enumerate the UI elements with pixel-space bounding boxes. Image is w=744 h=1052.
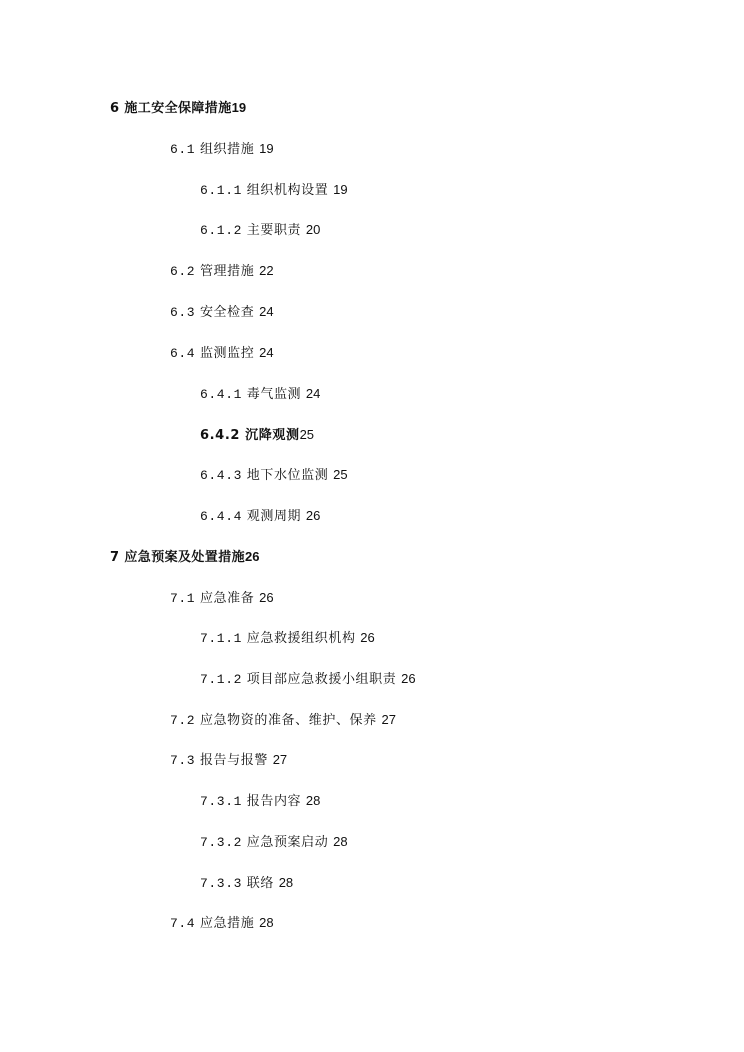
- toc-number: 6.2: [170, 264, 196, 279]
- toc-number: 6.1.2: [200, 223, 243, 238]
- toc-entry-6-1-2[interactable]: [200, 222, 320, 239]
- toc-title: 观测周期: [246, 509, 302, 524]
- toc-title: 应急准备: [199, 591, 255, 606]
- toc-page: 25: [333, 467, 348, 482]
- toc-entry-6-4[interactable]: [170, 345, 274, 362]
- toc-entry-7-3-3[interactable]: [200, 875, 293, 892]
- toc-title: 组织措施: [199, 142, 255, 157]
- toc-page: 28: [333, 834, 348, 849]
- toc-page: 26: [245, 549, 260, 564]
- toc-page: 26: [259, 590, 274, 605]
- toc-title: 管理措施: [199, 264, 255, 279]
- toc-page: 25: [299, 427, 315, 442]
- toc-page: 26: [305, 508, 321, 523]
- toc-number: 7: [110, 550, 120, 565]
- toc-entry-7-2[interactable]: [170, 712, 396, 729]
- toc-page: 19: [259, 141, 274, 156]
- toc-entry-6-1-1[interactable]: [200, 182, 348, 199]
- toc-number: 6.4.2: [200, 428, 241, 443]
- toc-page: 26: [360, 630, 375, 645]
- toc-page: 24: [259, 304, 274, 319]
- toc-title: 项目部应急救援小组职责: [246, 672, 397, 687]
- toc-entry-6-4-4[interactable]: [200, 508, 320, 525]
- toc-page: 28: [259, 915, 274, 930]
- toc-entry-7-3[interactable]: [170, 752, 287, 769]
- toc-title: 组织机构设置: [246, 183, 329, 198]
- toc-title: 应急预案及处置措施: [124, 550, 245, 565]
- toc-number: 7.2: [170, 713, 196, 728]
- toc-title: 施工安全保障措施: [124, 101, 232, 116]
- toc-page: 19: [333, 182, 348, 197]
- toc-number: 7.1.1: [200, 631, 243, 646]
- toc-page: 24: [259, 345, 274, 360]
- toc-number: 7.3.3: [200, 876, 243, 891]
- toc-entry-7-3-1[interactable]: [200, 793, 320, 810]
- toc-title: 地下水位监测: [246, 468, 329, 483]
- toc-entry-6-4-2[interactable]: [200, 427, 314, 444]
- toc-entry-7-1-1[interactable]: [200, 630, 375, 647]
- toc-title: 报告与报警: [199, 753, 268, 768]
- toc-entry-7[interactable]: [110, 549, 259, 566]
- toc-number: 6.4: [170, 346, 196, 361]
- toc-number: 7.4: [170, 916, 196, 931]
- toc-title: 应急救援组织机构: [246, 631, 356, 646]
- toc-number: 7.3.1: [200, 794, 243, 809]
- toc-title: 应急物资的准备、维护、保养: [199, 713, 377, 728]
- toc-page: 20: [305, 222, 321, 237]
- toc-entry-7-1[interactable]: [170, 590, 274, 607]
- toc-title: 毒气监测: [246, 387, 302, 402]
- toc-page: 26: [401, 671, 416, 686]
- toc-number: 6.4.4: [200, 509, 243, 524]
- toc-title: 应急措施: [199, 916, 255, 931]
- toc-page: 24: [305, 386, 321, 401]
- toc-number: 6.4.1: [200, 387, 243, 402]
- toc-number: 7.1.2: [200, 672, 243, 687]
- toc-title: 应急预案启动: [246, 835, 329, 850]
- toc-page: 27: [272, 752, 288, 767]
- toc-title: 报告内容: [246, 794, 302, 809]
- toc-entry-6-4-3[interactable]: [200, 467, 348, 484]
- toc-number: 6.1.1: [200, 183, 243, 198]
- toc-entry-6[interactable]: [110, 100, 246, 117]
- toc-number: 6: [110, 101, 120, 116]
- toc-title: 监测监控: [199, 346, 255, 361]
- toc-entry-7-1-2[interactable]: [200, 671, 416, 688]
- toc-page: 28: [278, 875, 294, 890]
- toc-entry-7-4[interactable]: [170, 915, 274, 932]
- toc-title: 安全检查: [199, 305, 255, 320]
- toc-page: 28: [305, 793, 321, 808]
- toc-page: 19: [231, 100, 247, 115]
- toc-entry-6-1[interactable]: [170, 141, 274, 158]
- toc-entry-7-3-2[interactable]: [200, 834, 348, 851]
- toc-page: 27: [381, 712, 396, 727]
- toc-page: 22: [259, 263, 274, 278]
- toc-title: 联络: [246, 876, 274, 891]
- toc-number: 7.3: [170, 753, 196, 768]
- toc-entry-6-2[interactable]: [170, 263, 274, 280]
- toc-entry-6-4-1[interactable]: [200, 386, 320, 403]
- toc-number: 7.3.2: [200, 835, 243, 850]
- toc-number: 6.3: [170, 305, 196, 320]
- toc-entry-6-3[interactable]: [170, 304, 274, 321]
- toc-number: 6.4.3: [200, 468, 243, 483]
- toc-number: 6.1: [170, 142, 196, 157]
- toc-title: 主要职责: [246, 223, 302, 238]
- toc-number: 7.1: [170, 591, 196, 606]
- toc-title: 沉降观测: [245, 428, 300, 443]
